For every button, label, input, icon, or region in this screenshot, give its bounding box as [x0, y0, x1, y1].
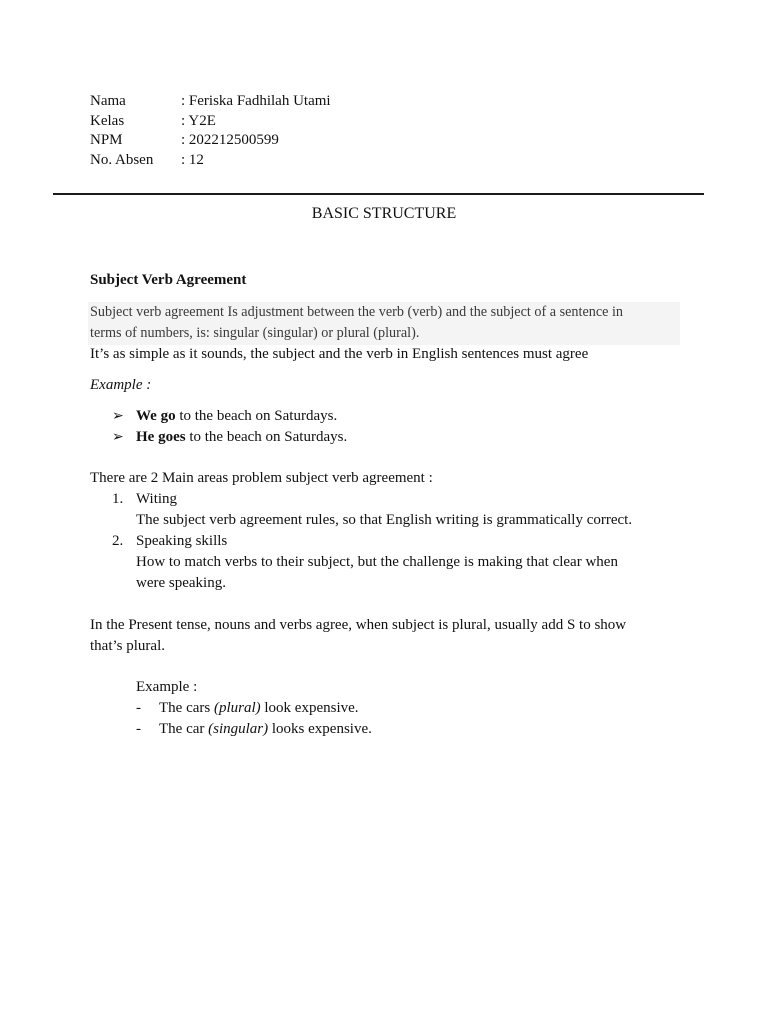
- identity-value-kelas: : Y2E: [181, 113, 216, 129]
- arrow-bullet-icon: ➢: [112, 430, 124, 445]
- example-sentence-2: [136, 429, 347, 446]
- page-title: BASIC STRUCTURE: [311, 205, 457, 222]
- identity-label-nama: Nama: [90, 93, 126, 109]
- example-subject-verb: He goes: [136, 429, 186, 445]
- area-title-writing: Witing: [136, 491, 178, 507]
- identity-label-kelas: Kelas: [90, 113, 125, 129]
- example-before: The cars: [159, 700, 214, 716]
- plural-example: [159, 700, 359, 717]
- singular-example: [159, 721, 372, 738]
- example-after: looks expensive.: [268, 721, 372, 737]
- example-note: (singular): [208, 721, 269, 737]
- horizontal-rule: [53, 193, 704, 195]
- identity-value-absen: : 12: [181, 152, 204, 168]
- arrow-bullet-icon: ➢: [112, 409, 124, 424]
- example2-label: Example :: [136, 679, 198, 695]
- areas-intro: There are 2 Main areas problem subject verb agreement :: [90, 470, 433, 486]
- example-rest: to the beach on Saturdays.: [175, 408, 338, 424]
- list-number: 1.: [112, 491, 124, 507]
- example-note: (plural): [213, 700, 261, 716]
- area-desc-speaking-line-2: were speaking.: [136, 575, 226, 591]
- example-before: The car: [159, 721, 209, 737]
- dash-bullet: -: [136, 721, 141, 737]
- identity-value-npm: : 202212500599: [181, 132, 279, 148]
- example-rest: to the beach on Saturdays.: [185, 429, 348, 445]
- intro-paragraph: It’s as simple as it sounds, the subject and the verb in English sentences must agree: [90, 346, 589, 362]
- area-desc-writing: The subject verb agreement rules, so that English writing is grammatically correct.: [136, 512, 633, 528]
- definition-line-2: terms of numbers, is: singular (singular) or plural (plural).: [90, 325, 420, 341]
- identity-label-absen: No. Absen: [90, 152, 154, 168]
- section-heading: Subject Verb Agreement: [90, 272, 247, 288]
- area-desc-speaking-line-1: How to match verbs to their subject, but the challenge is making that clear when: [136, 554, 618, 570]
- list-number: 2.: [112, 533, 124, 549]
- example-after: look expensive.: [260, 700, 359, 716]
- dash-bullet: -: [136, 700, 141, 716]
- present-tense-line-1: In the Present tense, nouns and verbs agree, when subject is plural, usually add S to show: [90, 617, 627, 633]
- identity-label-npm: NPM: [90, 132, 123, 148]
- area-title-speaking: Speaking skills: [136, 533, 228, 549]
- definition-line-1: Subject verb agreement Is adjustment between the verb (verb) and the subject of a sentence in: [90, 304, 624, 320]
- present-tense-line-2: that’s plural.: [90, 638, 165, 654]
- example-sentence-1: [136, 408, 337, 425]
- example-label: Example :: [90, 377, 152, 393]
- identity-value-nama: : Feriska Fadhilah Utami: [181, 93, 331, 109]
- example-subject-verb: We go: [136, 408, 176, 424]
